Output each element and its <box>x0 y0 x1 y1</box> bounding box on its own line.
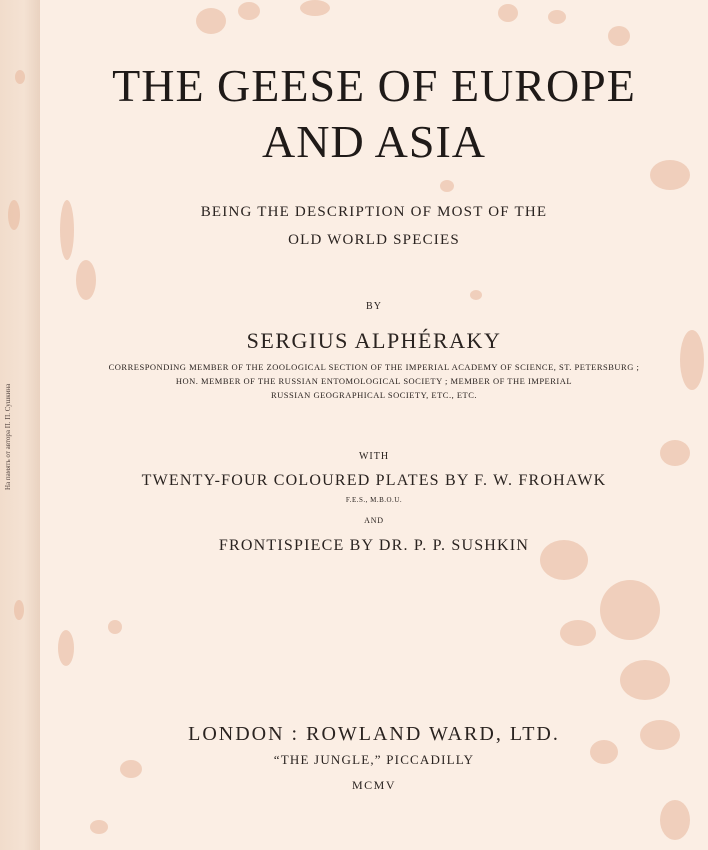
handwritten-inscription: На память от автора П. П. Сушкина <box>4 383 12 490</box>
subtitle-line-2: OLD WORLD SPECIES <box>288 232 460 248</box>
with-label: WITH <box>358 451 390 462</box>
author-name: SERGIUS ALPHÉRAKY <box>246 328 502 353</box>
affiliation-line-2: HON. MEMBER OF THE RUSSIAN ENTOMOLOGICAL SOCIETY ; MEMBER OF THE IMPERIAL <box>175 376 573 386</box>
publisher: LONDON : ROWLAND WARD, LTD. <box>188 723 560 745</box>
book-title <box>40 58 708 170</box>
title-line-1: THE GEESE OF EUROPE <box>112 60 636 111</box>
frontispiece-credit: FRONTISPIECE BY DR. P. P. SUSHKIN <box>218 537 530 554</box>
illustrator-qualifications: F.E.S., M.B.O.U. <box>345 496 403 504</box>
publication-year: MCMV <box>351 778 396 792</box>
and-label: AND <box>364 516 384 525</box>
affiliation-line-1: CORRESPONDING MEMBER OF THE ZOOLOGICAL SECTION OF THE IMPERIAL ACADEMY OF SCIENCE, ST. PETERSBURG ; <box>108 362 640 372</box>
plates-credit: TWENTY-FOUR COLOURED PLATES BY F. W. FROHAWK <box>141 472 607 489</box>
affiliation-line-3: RUSSIAN GEOGRAPHICAL SOCIETY, ETC., ETC. <box>270 390 478 400</box>
subtitle-line-1: BEING THE DESCRIPTION OF MOST OF THE <box>200 204 548 220</box>
publisher-address: “THE JUNGLE,” PICCADILLY <box>273 752 475 767</box>
binding-gutter <box>0 0 41 850</box>
by-label: BY <box>366 301 382 312</box>
subtitle <box>40 198 708 254</box>
author-affiliation <box>40 360 708 402</box>
title-line-2: AND ASIA <box>262 116 486 167</box>
